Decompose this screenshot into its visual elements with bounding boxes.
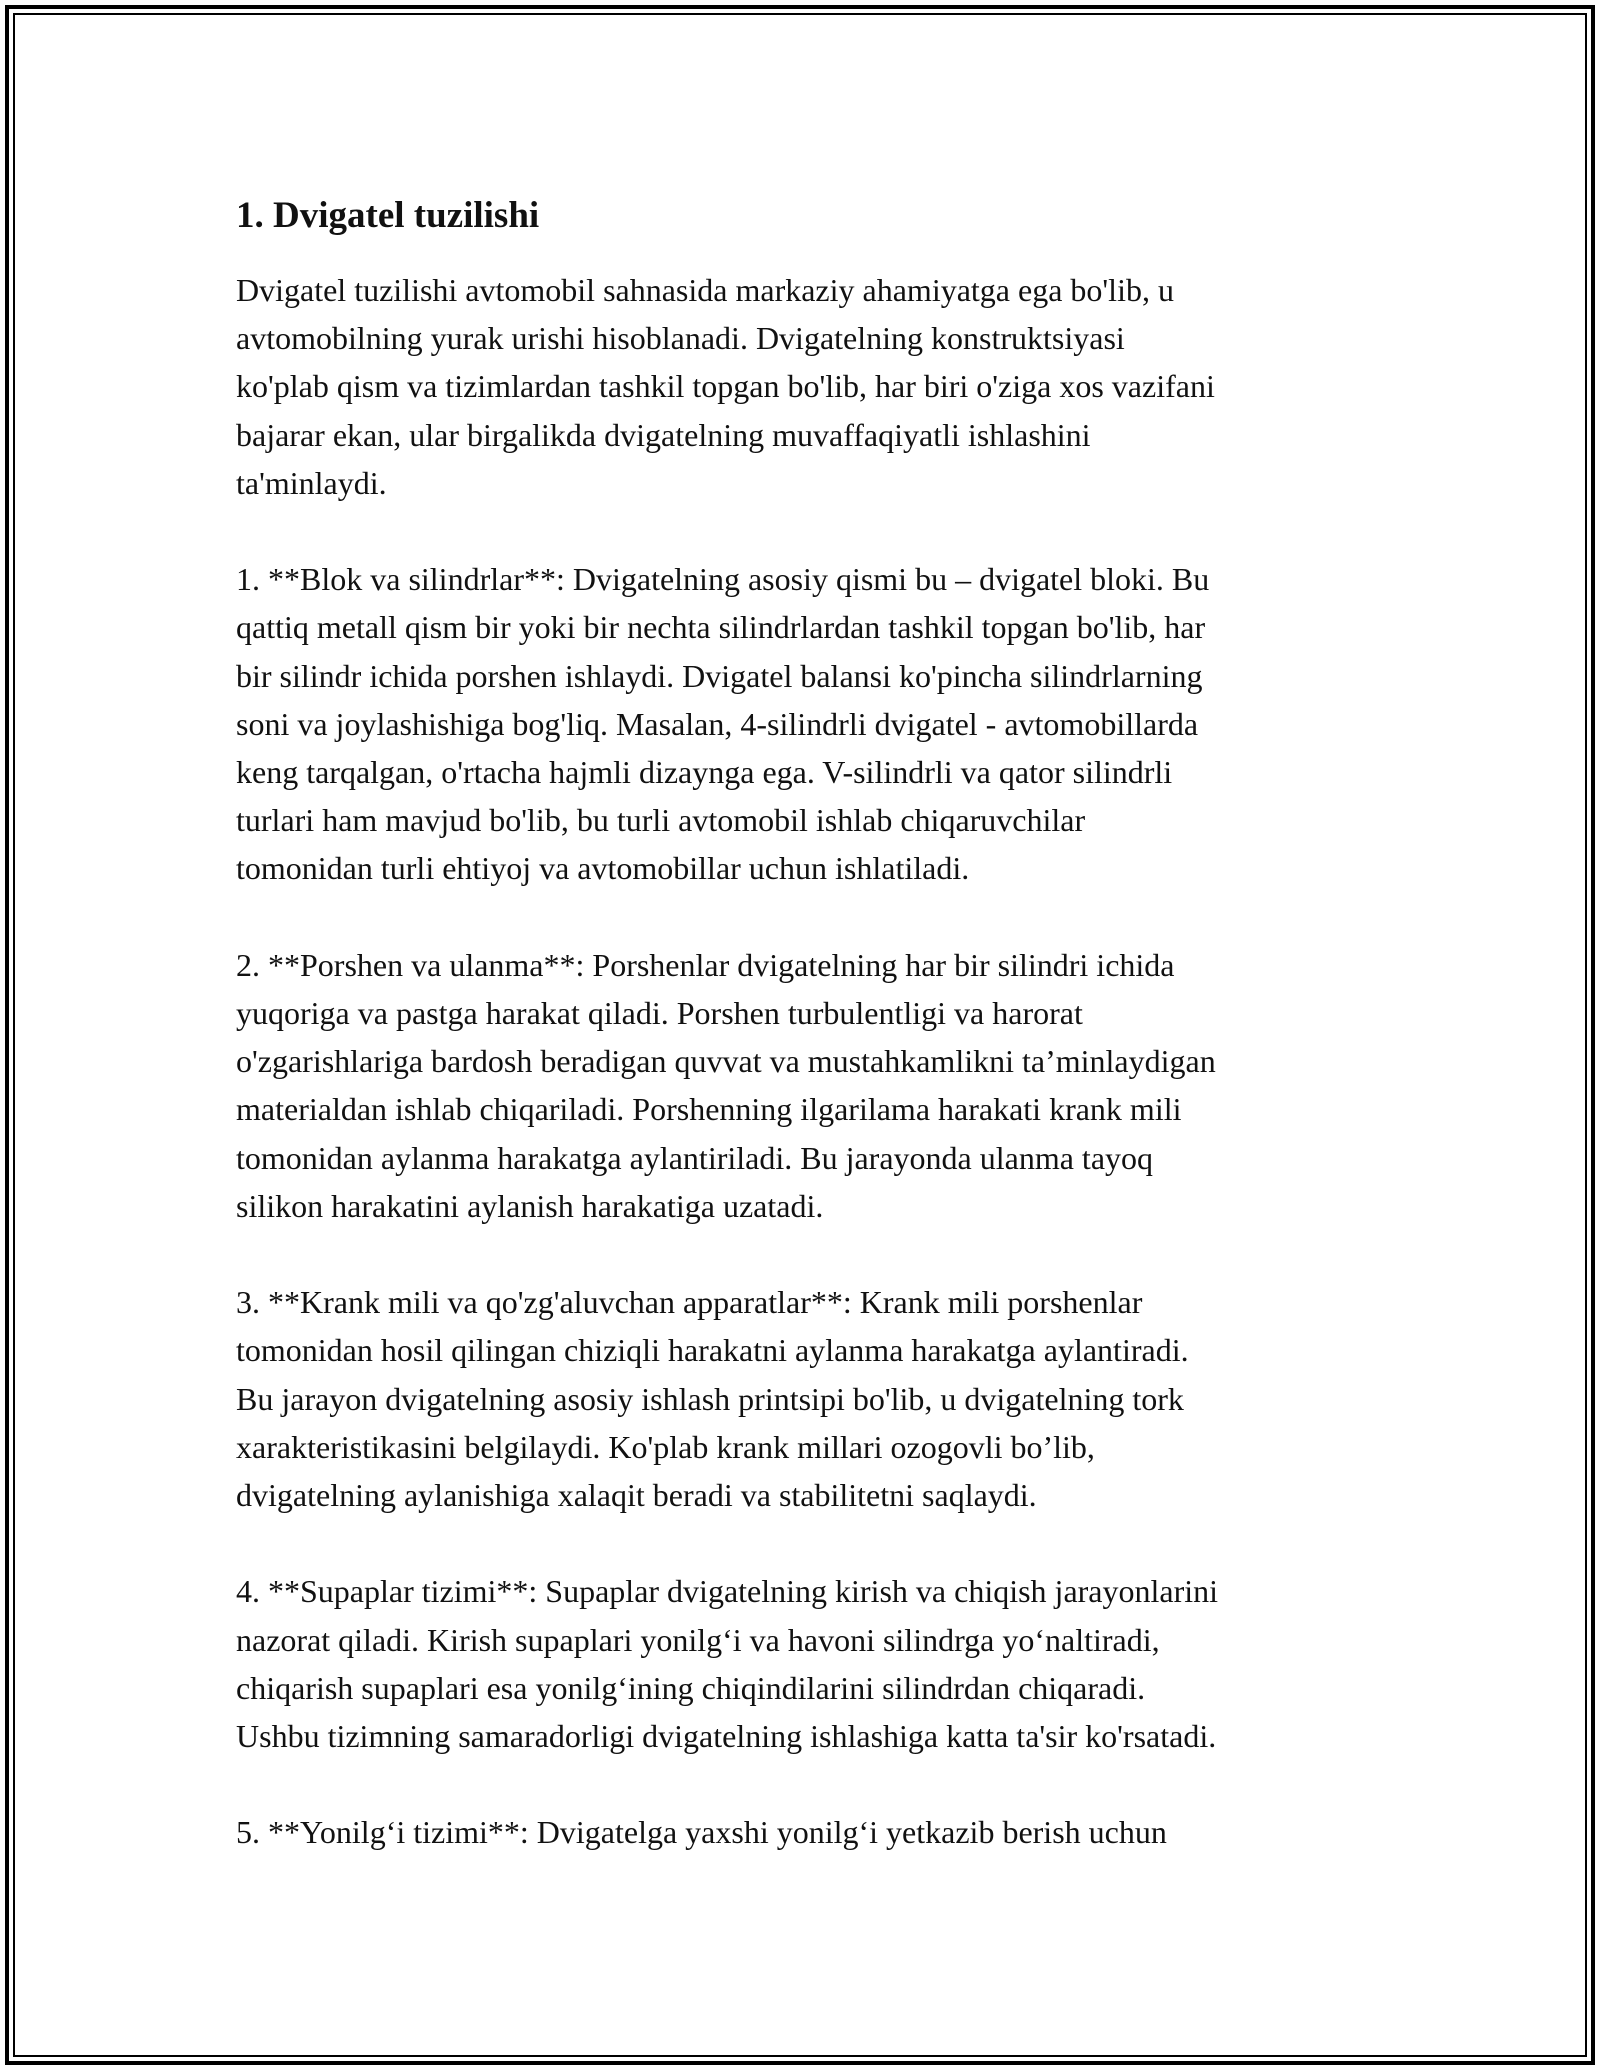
section-heading: 1. Dvigatel tuzilishi	[236, 195, 540, 236]
paragraph-blok-silindrlar: 1. **Blok va silindrlar**: Dvigatelning asosiy qismi bu – dvigatel bloki. Bu qattiq metall qism bir yoki bir nechta silindrlardan tashkil topgan bo'lib, har bir silindr ichida porshen ishlaydi. Dvigatel balansi ko'pincha silindrlarning soni va joylashishiga bog'liq. Masalan, 4-silindrli dvigatel - avtomobillarda keng tarqalgan, o'rtacha hajmli dizaynga ega. V-silindrli va qator silindrli turlari ham mavjud bo'lib, bu turli avtomobil ishlab chiqaruvchilar tomonidan turli ehtiyoj va avtomobillar uchun ishlatiladi.	[236, 561, 1210, 887]
document-body	[236, 188, 1376, 1857]
paragraph-supaplar-tizimi: 4. **Supaplar tizimi**: Supaplar dvigatelning kirish va chiqish jarayonlarini nazorat qiladi. Kirish supaplari yonilg‘i va havoni silindrga yo‘naltiradi, chiqarish supaplari esa yonilg‘ining chiqindilarini silindrdan chiqaradi. Ushbu tizimning samaradorligi dvigatelning ishlashiga katta ta'sir ko'rsatadi.	[236, 1573, 1219, 1755]
paragraph-yonilgi-tizimi: 5. **Yonilg‘i tizimi**: Dvigatelga yaxshi yonilg‘i yetkazib berish uchun	[236, 1814, 1167, 1851]
paragraph-porshen-ulanma: 2. **Porshen va ulanma**: Porshenlar dvigatelning har bir silindri ichida yuqoriga va pastga harakat qiladi. Porshen turbulentligi va harorat o'zgarishlariga bardosh beradigan quvvat va mustahkamlikni ta’minlaydigan materialdan ishlab chiqariladi. Porshenning ilgarilama harakati krank mili tomonidan aylanma harakatga aylantiriladi. Bu jarayonda ulanma tayoq silikon harakatini aylanish harakatiga uzatadi.	[236, 946, 1216, 1224]
intro-paragraph: Dvigatel tuzilishi avtomobil sahnasida markaziy ahamiyatga ega bo'lib, u avtomobilning yurak urishi hisoblanadi. Dvigatelning konstruktsiyasi ko'plab qism va tizimlardan tashkil topgan bo'lib, har biri o'ziga xos vazifani bajarar ekan, ular birgalikda dvigatelning muvaffaqiyatli ishlashini ta'minlaydi.	[236, 272, 1215, 501]
paragraph-krank-mili: 3. **Krank mili va qo'zg'aluvchan apparatlar**: Krank mili porshenlar tomonidan hosil qilingan chiziqli harakatni aylanma harakatga aylantiradi. Bu jarayon dvigatelning asosiy ishlash printsipi bo'lib, u dvigatelning tork xarakteristikasini belgilaydi. Ko'plab krank millari ozogovli bo’lib, dvigatelning aylanishiga xalaqit beradi va stabilitetni saqlaydi.	[236, 1284, 1189, 1514]
